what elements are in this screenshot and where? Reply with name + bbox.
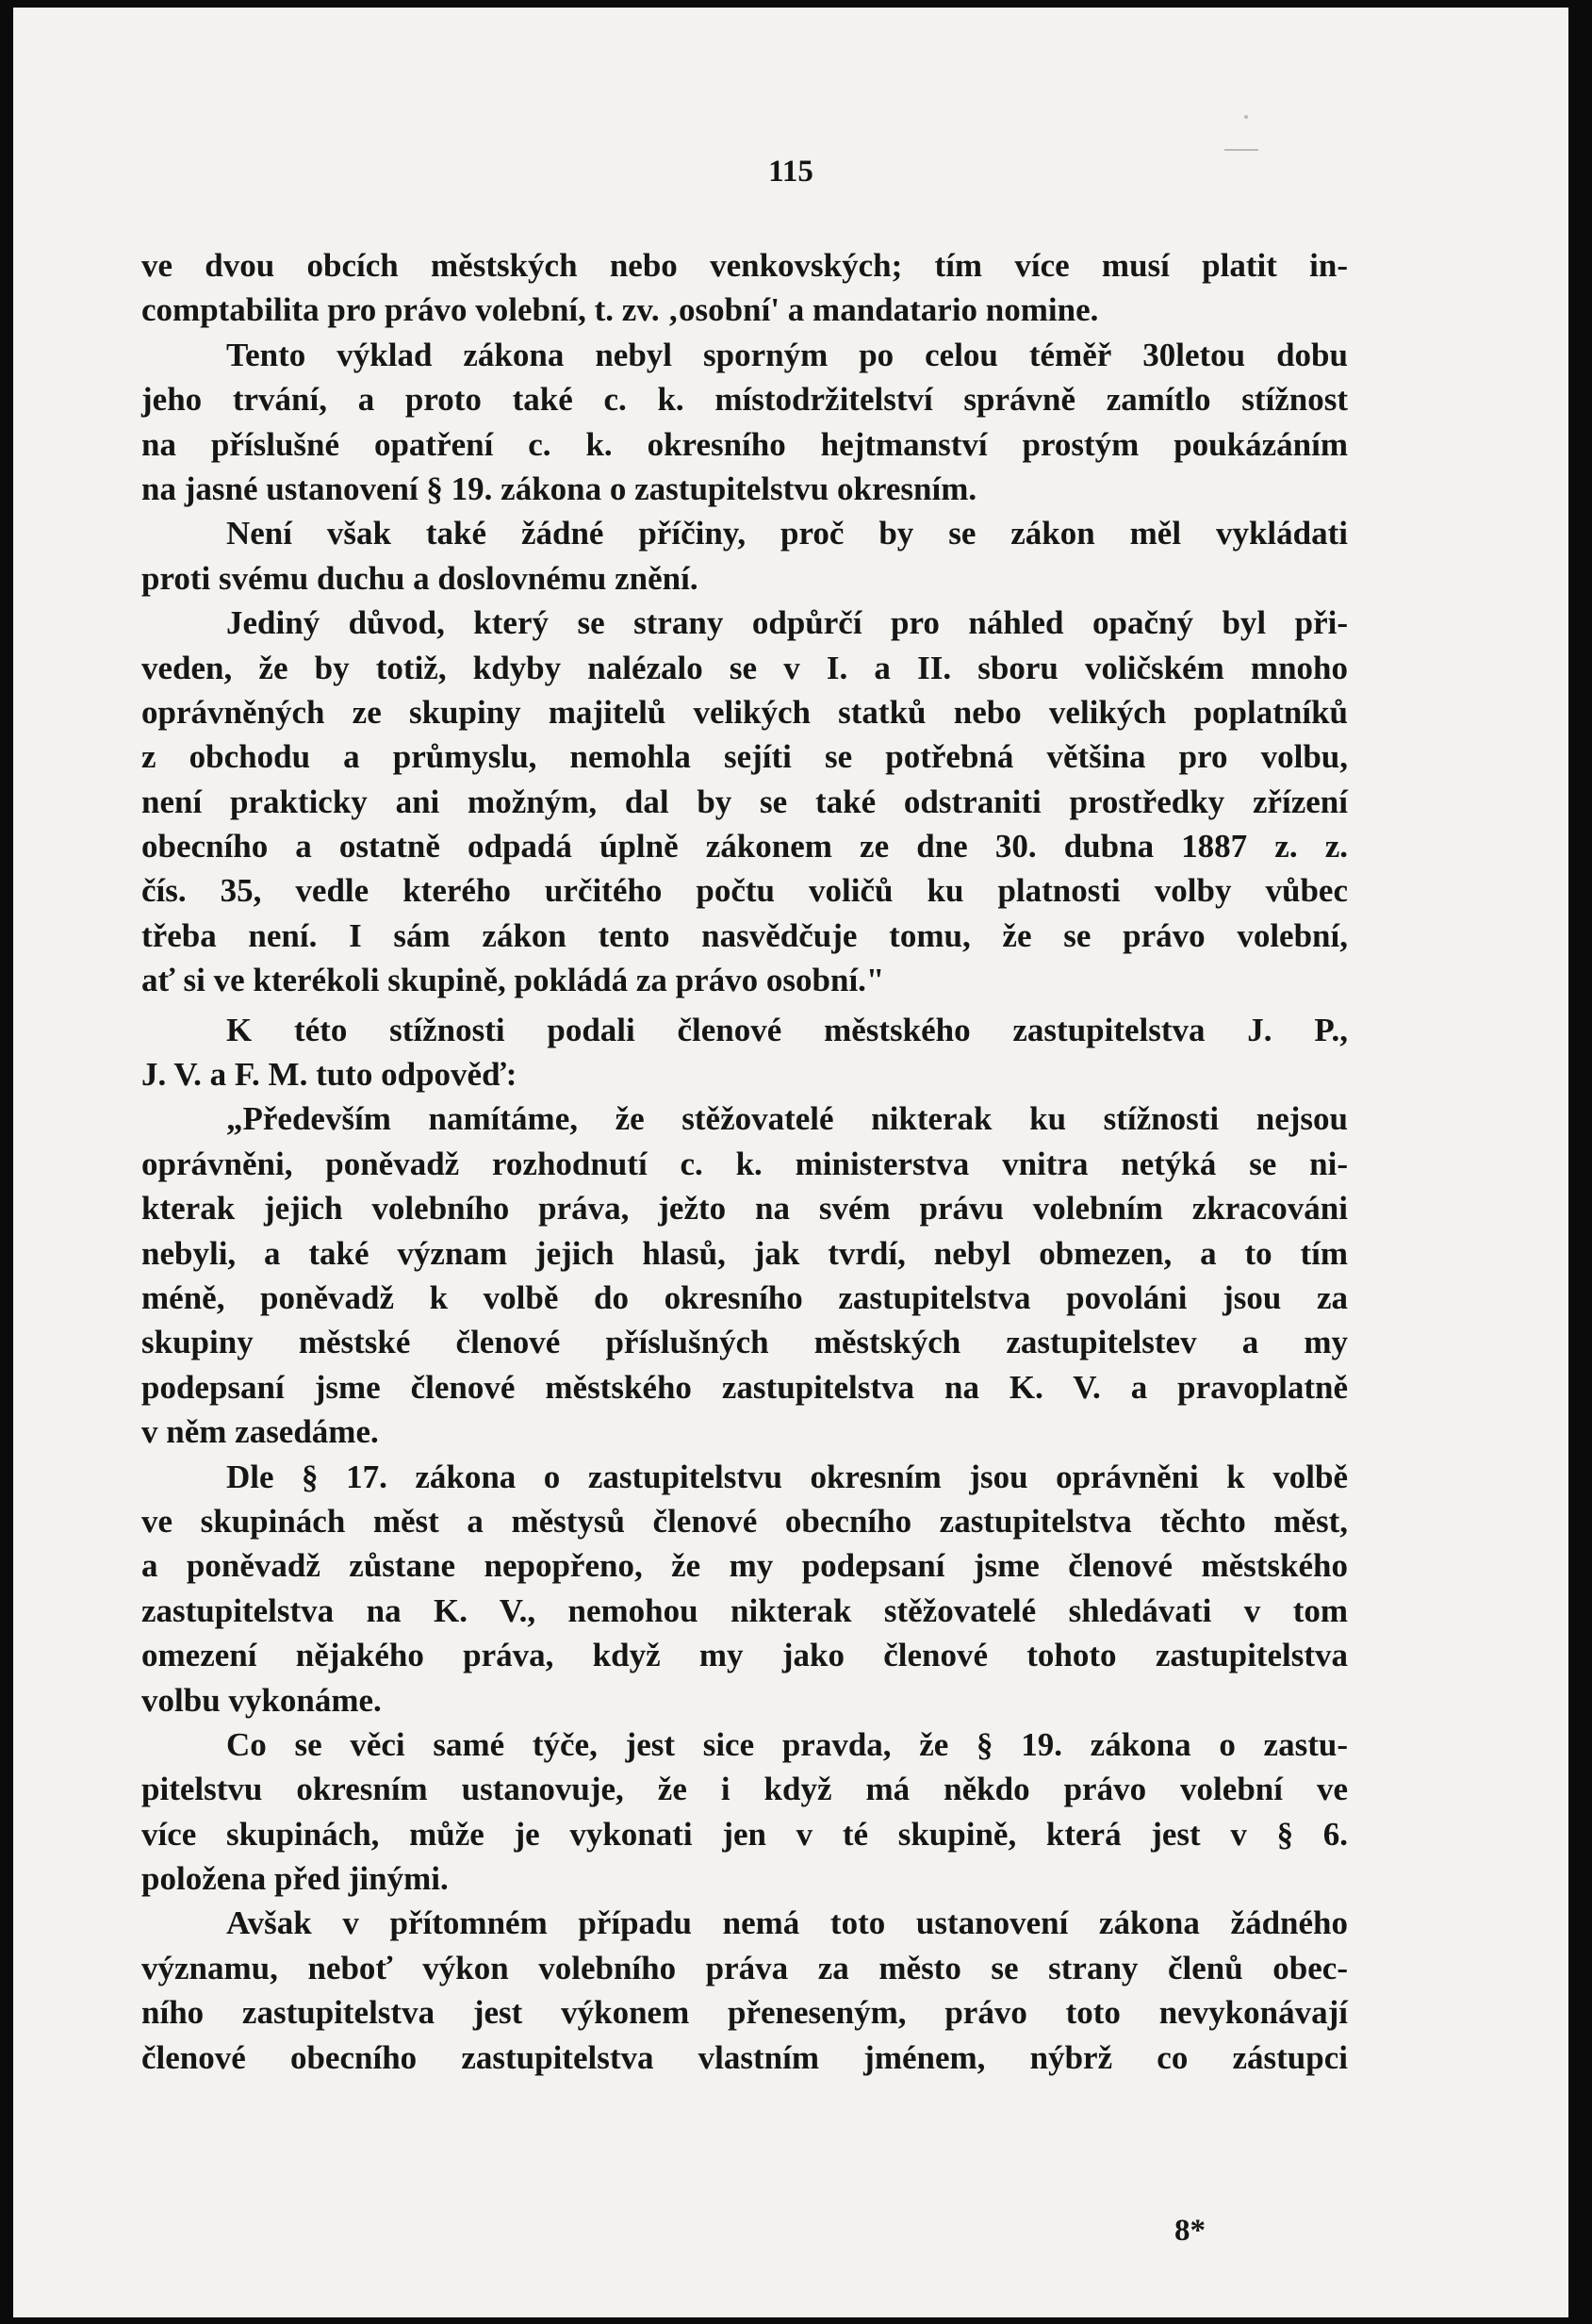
text-line: volbu vykonáme. <box>141 1681 382 1719</box>
text-line: členové obecního zastupitelstva vlastním jménem, nýbrž co zástupci <box>141 2038 1348 2076</box>
scan-dust-mark <box>1244 115 1248 119</box>
text-line: pitelstvu okresním ustanovuje, že i když má někdo právo volební ve <box>141 1771 1348 1808</box>
text-line: více skupinách, může je vykonati jen v té skupině, která jest v § 6. <box>141 1815 1348 1853</box>
text-line: není prakticky ani možným, dal by se také odstraniti prostředky zřízení <box>141 783 1348 820</box>
text-line: v něm zasedáme. <box>141 1413 379 1451</box>
text-line: na příslušné opatření c. k. okresního hejtmanství prostým poukázáním <box>141 425 1348 463</box>
text-line: čís. 35, vedle kterého určitého počtu voličů ku platnosti volby vůbec <box>141 872 1348 910</box>
text-line: ního zastupitelstva jest výkonem přeneseným, právo toto nevykonávají <box>141 1994 1348 2032</box>
text-line: nebyli, a také význam jejich hlasů, jak tvrdí, nebyl obmezen, a to tím <box>141 1234 1348 1272</box>
text-line: zastupitelstva na K. V., nemohou nikterak stěžovatelé shledávati v tom <box>141 1591 1348 1629</box>
text-line: z obchodu a průmyslu, nemohla sejíti se potřebná většina pro volbu, <box>141 738 1348 776</box>
text-line: na jasné ustanovení § 19. zákona o zastupitelstvu okresním. <box>141 470 977 507</box>
text-line: Není však také žádné příčiny, proč by se zákon měl vykládati <box>226 515 1348 552</box>
body-text <box>141 243 1348 2080</box>
scanned-page <box>13 8 1568 2317</box>
text-line: Tento výklad zákona nebyl sporným po celou téměř 30letou dobu <box>226 336 1348 373</box>
text-line: Avšak v přítomném případu nemá toto ustanovení zákona žádného <box>226 1904 1348 1942</box>
text-line: kterak jejich volebního práva, ježto na svém právu volebním zkracováni <box>141 1190 1348 1228</box>
text-line: méně, poněvadž k volbě do okresního zastupitelstva povoláni jsou za <box>141 1278 1348 1316</box>
text-line: podepsaní jsme členové městského zastupitelstva na K. V. a pravoplatně <box>141 1368 1348 1406</box>
text-line: ve dvou obcích městských nebo venkovských; tím více musí platit in- <box>141 247 1348 284</box>
text-line: comptabilita pro právo volební, t. zv. ‚osobní' a mandatario nomine. <box>141 291 1099 329</box>
text-line: jeho trvání, a proto také c. k. místodržitelství správně zamítlo stížnost <box>141 381 1348 419</box>
text-line: „Především namítáme, že stěžovatelé nikterak ku stížnosti nejsou <box>226 1100 1348 1138</box>
text-line: ať si ve kterékoli skupině, pokládá za právo osobní." <box>141 962 885 999</box>
text-line: J. V. a F. M. tuto odpověď: <box>141 1056 517 1094</box>
signature-mark: 8* <box>1174 2214 1206 2248</box>
text-line: Jediný důvod, který se strany odpůrčí pro náhled opačný byl při- <box>226 604 1348 642</box>
text-line: proti svému duchu a doslovnému znění. <box>141 559 698 597</box>
text-line: významu, neboť výkon volebního práva za město se strany členů obec- <box>141 1949 1348 1986</box>
text-line: položena před jinými. <box>141 1860 449 1898</box>
text-line: veden, že by totiž, kdyby nalézalo se v I. a II. sboru voličském mnoho <box>141 649 1348 686</box>
text-line: třeba není. I sám zákon tento nasvědčuje tomu, že se právo volební, <box>141 916 1348 954</box>
text-line: omezení nějakého práva, když my jako členové tohoto zastupitelstva <box>141 1637 1348 1674</box>
text-line: obecního a ostatně odpadá úplně zákonem ze dne 30. dubna 1887 z. z. <box>141 828 1348 865</box>
text-line: Dle § 17. zákona o zastupitelstvu okresním jsou oprávněni k volbě <box>226 1458 1348 1495</box>
scan-dust-mark <box>1224 149 1258 151</box>
text-line: oprávněni, poněvadž rozhodnutí c. k. ministerstva vnitra netýká se ni- <box>141 1145 1348 1182</box>
text-line: oprávněných ze skupiny majitelů velikých statků nebo velikých poplatníků <box>141 693 1348 731</box>
text-line: Co se věci samé týče, jest sice pravda, že § 19. zákona o zastu- <box>226 1725 1348 1763</box>
text-line: skupiny městské členové příslušných městských zastupitelstev a my <box>141 1324 1348 1361</box>
page-number: 115 <box>768 155 813 189</box>
text-line: ve skupinách měst a městysů členové obecního zastupitelstva těchto měst, <box>141 1502 1348 1540</box>
text-line: K této stížnosti podali členové městského zastupitelstva J. P., <box>226 1011 1348 1048</box>
text-line: a poněvadž zůstane nepopřeno, že my podepsaní jsme členové městského <box>141 1547 1348 1585</box>
